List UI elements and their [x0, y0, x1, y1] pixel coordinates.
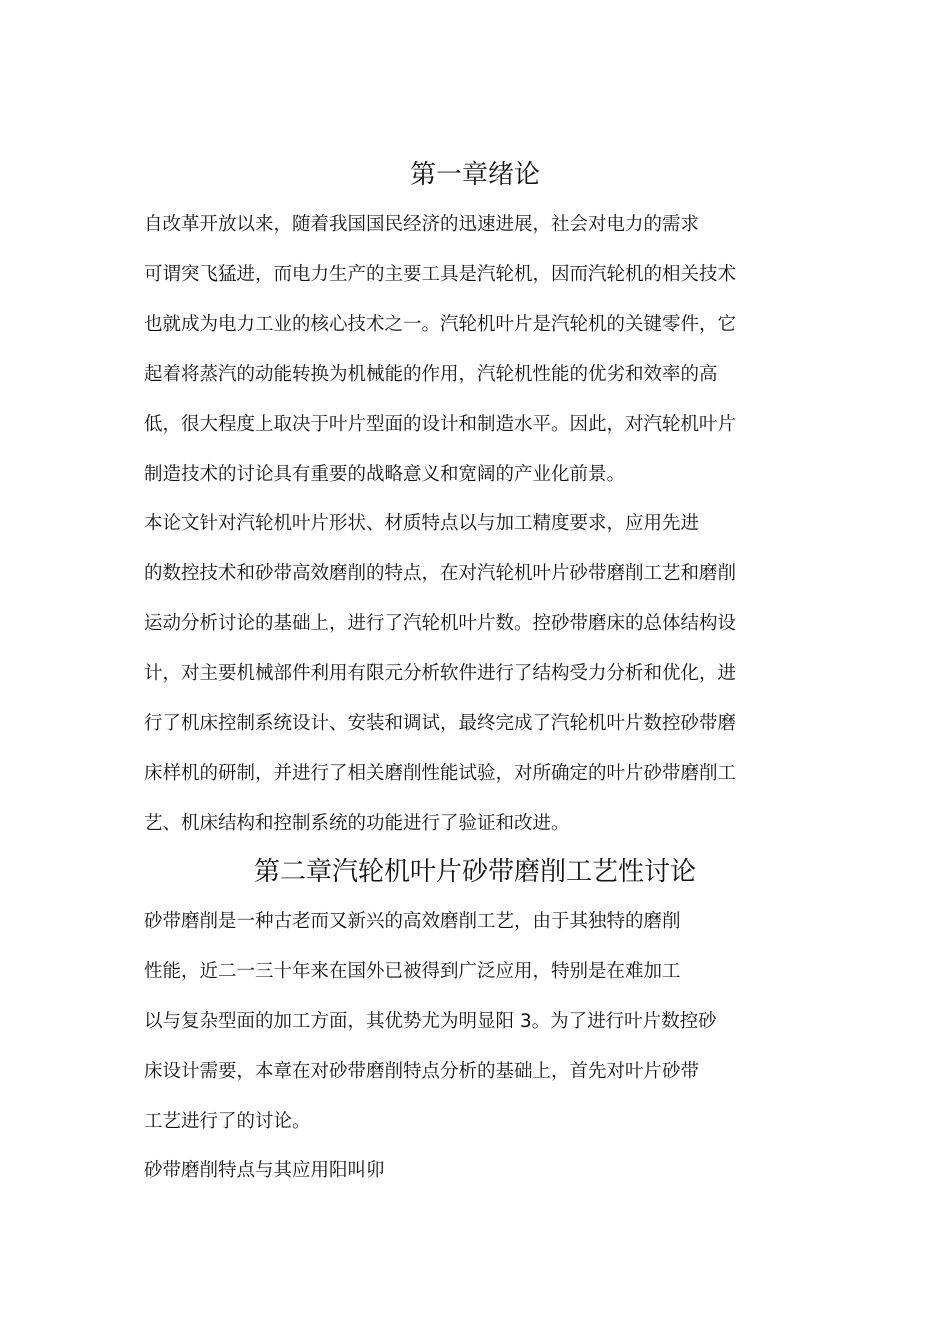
chapter-1-line: 计，对主要机械部件利用有限元分析软件进行了结构受力分析和优化，进	[144, 663, 737, 684]
chapter-1-line: 可谓突飞猛进，而电力生产的主要工具是汽轮机，因而汽轮机的相关技术	[144, 264, 737, 285]
chapter-1-line: 低，很大程度上取决于叶片型面的设计和制造水平。因此，对汽轮机叶片	[144, 414, 737, 435]
chapter-1-line: 自改革开放以来，随着我国国民经济的迅速进展，社会对电力的需求	[144, 214, 700, 235]
chapter-1-title: 第一章绪论	[409, 160, 540, 190]
chapter-2-line: 工艺进行了的讨论。	[144, 1111, 311, 1132]
chapter-1-line: 起着将蒸汽的动能转换为机械能的作用，汽轮机性能的优劣和效率的高	[144, 364, 718, 385]
chapter-1-line: 的数控技术和砂带高效磨削的特点，在对汽轮机叶片砂带磨削工艺和磨削	[144, 563, 737, 584]
chapter-1-line: 也就成为电力工业的核心技术之一。汽轮机叶片是汽轮机的关键零件，它	[144, 314, 737, 335]
chapter-2-line: 性能，近二一三十年来在国外已被得到广泛应用，特别是在难加工	[144, 961, 681, 982]
chapter-2-line: 以与复杂型面的加工方面，其优势尤为明显阳 3。为了进行叶片数控砂	[144, 1011, 717, 1032]
chapter-1-line: 本论文针对汽轮机叶片形状、材质特点以与加工精度要求，应用先进	[144, 513, 700, 534]
chapter-1-line: 行了机床控制系统设计、安装和调试，最终完成了汽轮机叶片数控砂带磨	[144, 713, 737, 734]
chapter-2-line: 砂带磨削是一种古老而又新兴的高效磨削工艺，由于其独特的磨削	[144, 911, 681, 932]
chapter-2-title: 第二章汽轮机叶片砂带磨削工艺性讨论	[253, 857, 696, 887]
chapter-1-line: 艺、机床结构和控制系统的功能进行了验证和改进。	[144, 813, 570, 834]
chapter-1-line: 制造技术的讨论具有重要的战略意义和宽阔的产业化前景。	[144, 464, 626, 485]
section-heading: 砂带磨削特点与其应用阳叫卯	[144, 1160, 385, 1181]
chapter-1-line: 床样机的研制，并进行了相关磨削性能试验，对所确定的叶片砂带磨削工	[144, 763, 737, 784]
chapter-2-line: 床设计需要，本章在对砂带磨削特点分析的基础上，首先对叶片砂带	[144, 1061, 700, 1082]
chapter-1-line: 运动分析讨论的基础上，进行了汽轮机叶片数。控砂带磨床的总体结构设	[144, 613, 737, 634]
